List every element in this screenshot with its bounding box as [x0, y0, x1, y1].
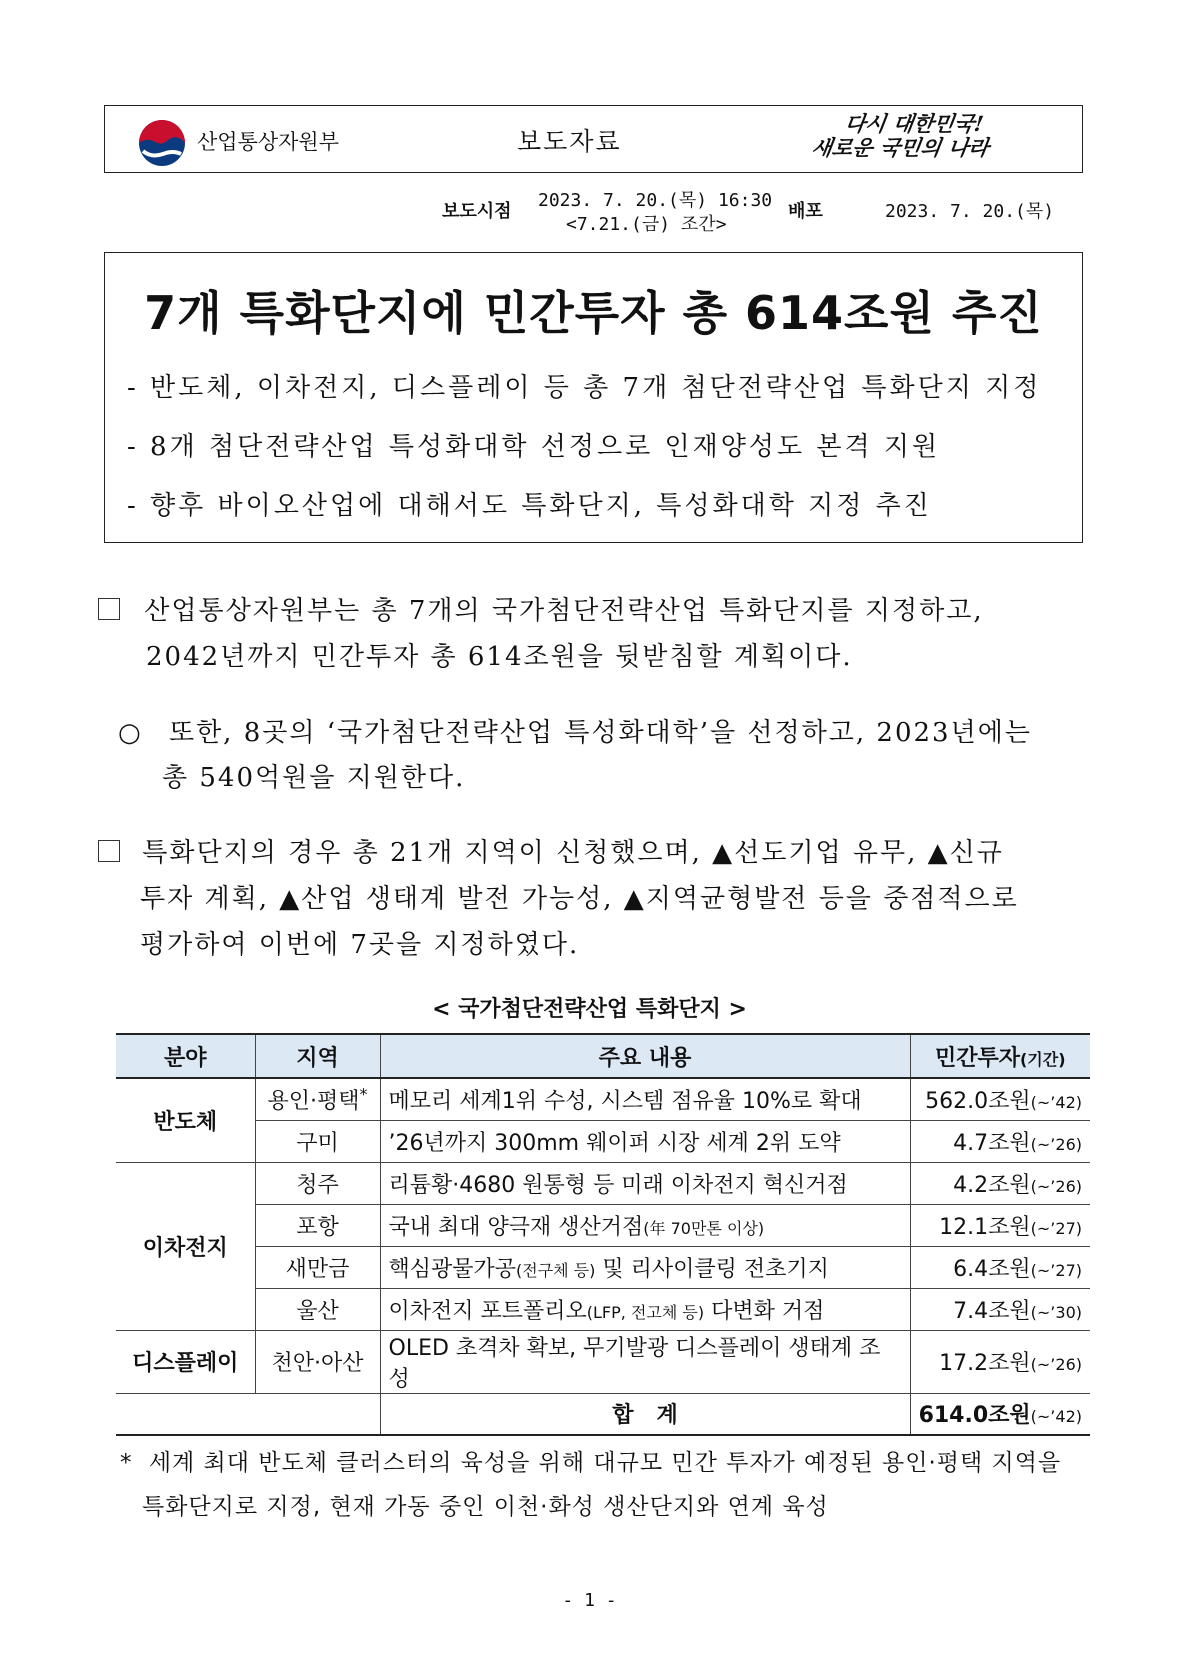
region-cell: 구미 — [255, 1120, 380, 1162]
checkbox-square-icon — [98, 840, 120, 862]
subtitle-1: - 반도체, 이차전지, 디스플레이 등 총 7개 첨단전략산업 특화단지 지정 — [127, 373, 1042, 403]
header-investment: 민간투자(기간) — [910, 1034, 1090, 1078]
region-cell: 천안·아산 — [255, 1330, 380, 1393]
table-total-row — [116, 1393, 1090, 1435]
investment-cell: 6.4조원(~’27) — [910, 1246, 1090, 1288]
region-cell: 청주 — [255, 1162, 380, 1204]
slogan-signature: 다시 대한민국! 새로운 국민의 나라 — [810, 111, 991, 160]
content-cell: 국내 최대 양극재 생산거점(年 70만톤 이상) — [380, 1204, 910, 1246]
paragraph-2: ○ 또한, 8곳의 ‘국가첨단전략산업 특성화대학’을 선정하고, 2023년에는 — [118, 718, 1032, 748]
footnote-line-2: 특화단지로 지정, 현재 가동 중인 이천·화성 생산단지와 연계 육성 — [142, 1494, 829, 1520]
total-empty-cell — [116, 1393, 380, 1435]
table-row — [116, 1330, 1090, 1393]
content-cell: 핵심광물가공(전구체 등) 및 리사이클링 전초기지 — [380, 1246, 910, 1288]
region-cell: 새만금 — [255, 1246, 380, 1288]
total-amount: 614.0조원(~’42) — [910, 1393, 1090, 1435]
header-content: 주요 내용 — [380, 1034, 910, 1078]
release-time: 2023. 7. 20.(목) 16:30 — [538, 190, 773, 211]
paragraph-3: 특화단지의 경우 총 21개 지역이 신청했으며, ▲선도기업 유무, ▲신규 — [98, 832, 1004, 869]
distribution-label: 배포 — [788, 201, 823, 222]
paragraph-2-line-2: 총 540억원을 지원한다. — [162, 763, 466, 793]
doc-type: 보도자료 — [517, 127, 622, 156]
table-header-row — [116, 1034, 1090, 1078]
table-row — [116, 1204, 1090, 1246]
circle-bullet: ○ — [118, 718, 143, 748]
table-row — [116, 1078, 1090, 1120]
content-cell: 리튬황·4680 원통형 등 미래 이차전지 혁신거점 — [380, 1162, 910, 1204]
table-row — [116, 1288, 1090, 1330]
footnote: * 세계 최대 반도체 클러스터의 육성을 위해 대규모 민간 투자가 예정된 용인·평택 지역을 — [120, 1450, 1062, 1476]
content-cell: 이차전지 포트폴리오(LFP, 전고체 등) 다변화 거점 — [380, 1288, 910, 1330]
region-cell: 용인·평택* — [255, 1078, 380, 1120]
table-row — [116, 1162, 1090, 1204]
category-semiconductor: 반도체 — [116, 1078, 255, 1162]
header-field: 분야 — [116, 1034, 255, 1078]
subtitle-2: - 8개 첨단전략산업 특성화대학 선정으로 인재양성도 본격 지원 — [127, 432, 941, 462]
table-caption: < 국가첨단전략산업 특화단지 > — [432, 997, 747, 1022]
region-cell: 포항 — [255, 1204, 380, 1246]
subtitle-3: - 향후 바이오산업에 대해서도 특화단지, 특성화대학 지정 추진 — [127, 491, 932, 521]
government-emblem-icon — [137, 118, 187, 172]
paragraph-1-line-2: 2042년까지 민간투자 총 614조원을 뒷받침할 계획이다. — [146, 642, 853, 672]
region-cell: 울산 — [255, 1288, 380, 1330]
investment-cell: 4.2조원(~’26) — [910, 1162, 1090, 1204]
content-cell: ’26년까지 300mm 웨이퍼 시장 세계 2위 도약 — [380, 1120, 910, 1162]
paragraph-3-line-3: 평가하여 이번에 7곳을 지정하였다. — [140, 930, 580, 960]
investment-cell: 7.4조원(~’30) — [910, 1288, 1090, 1330]
ministry-name: 산업통상자원부 — [197, 130, 340, 154]
table-row — [116, 1246, 1090, 1288]
investment-cell: 562.0조원(~’42) — [910, 1078, 1090, 1120]
content-cell: 메모리 세계1위 수성, 시스템 점유율 10%로 확대 — [380, 1078, 910, 1120]
checkbox-square-icon — [98, 598, 120, 620]
release-label: 보도시점 — [442, 201, 512, 222]
investment-cell: 17.2조원(~’26) — [910, 1330, 1090, 1393]
headline: 7개 특화단지에 민간투자 총 614조원 추진 — [144, 286, 1043, 340]
table-row — [116, 1120, 1090, 1162]
paragraph-1: 산업통상자원부는 총 7개의 국가첨단전략산업 특화단지를 지정하고, — [98, 590, 984, 627]
footnote-mark: * — [120, 1450, 133, 1476]
paragraph-3-line-2: 투자 계획, ▲산업 생태계 발전 가능성, ▲지역균형발전 등을 중점적으로 — [140, 884, 1019, 914]
page-number: - 1 - — [562, 1590, 617, 1611]
investment-cell: 4.7조원(~’26) — [910, 1120, 1090, 1162]
investment-cell: 12.1조원(~’27) — [910, 1204, 1090, 1246]
content-cell: OLED 초격차 확보, 무기발광 디스플레이 생태계 조성 — [380, 1330, 910, 1393]
release-note: <7.21.(금) 조간> — [566, 214, 727, 235]
category-display: 디스플레이 — [116, 1330, 255, 1393]
distribution-date: 2023. 7. 20.(목) — [885, 201, 1055, 222]
category-battery: 이차전지 — [116, 1162, 255, 1330]
header-region: 지역 — [255, 1034, 380, 1078]
special-zone-table — [116, 1033, 1090, 1436]
header-box — [104, 105, 1083, 173]
total-label: 합 계 — [380, 1393, 910, 1435]
headline-box — [104, 252, 1083, 543]
